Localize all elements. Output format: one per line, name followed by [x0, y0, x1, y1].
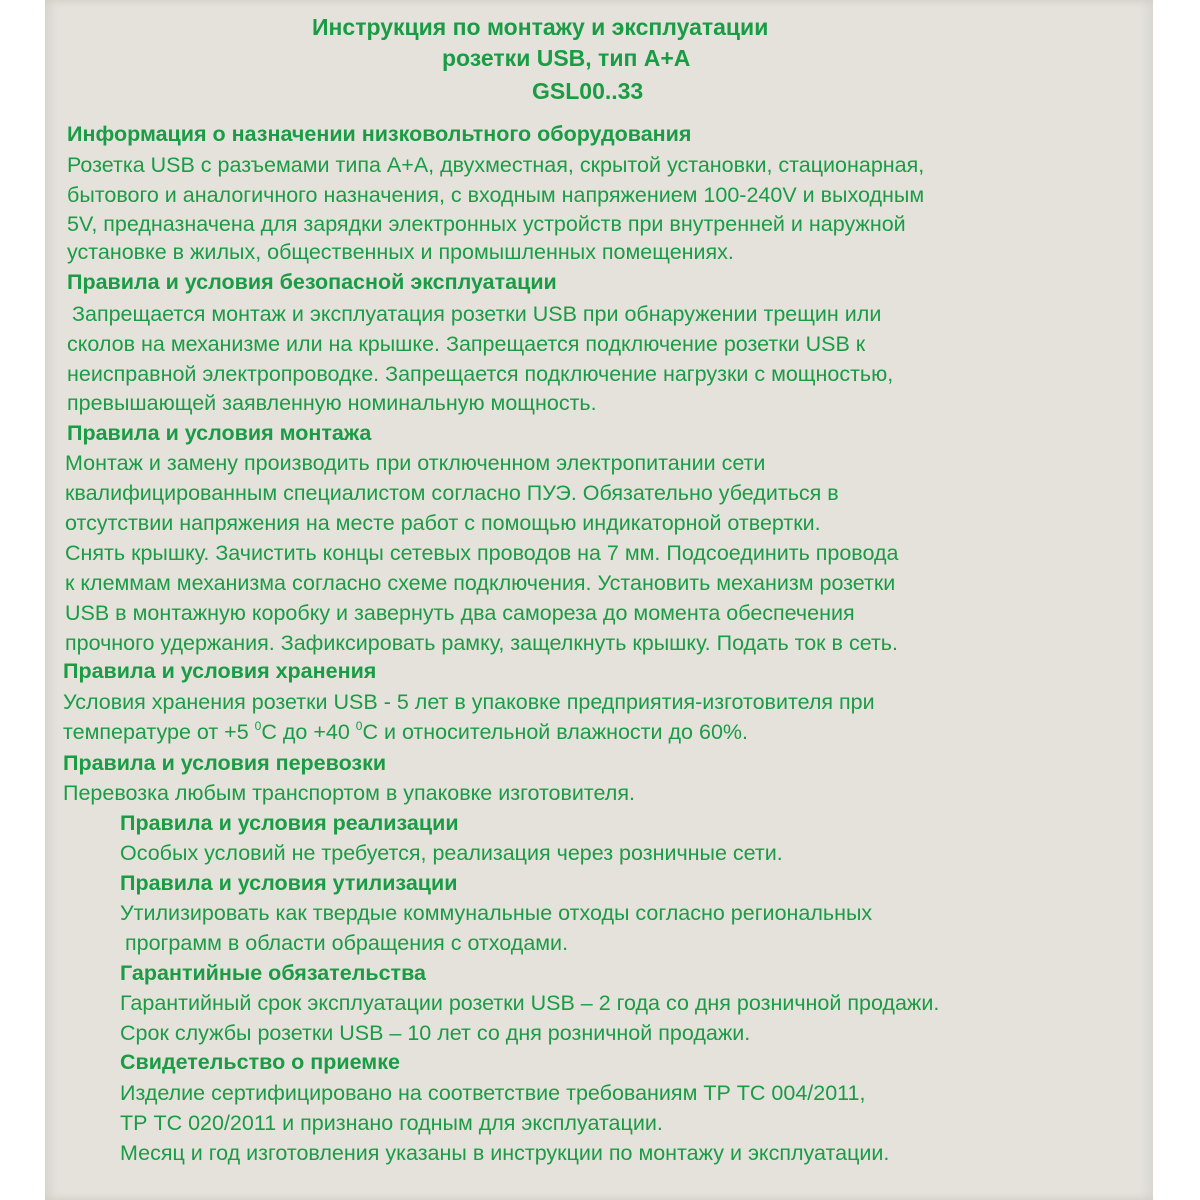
disposal-line: Утилизировать как твердые коммунальные отходы согласно региональных	[120, 901, 873, 925]
safety-line: превышающей заявленную номинальную мощность.	[67, 391, 597, 415]
degree-superscript: 0	[254, 719, 262, 733]
mounting-line: квалифицированным специалистом согласно ПУЭ. Обязательно убедиться в	[65, 481, 839, 505]
warranty-line: Срок службы розетки USB – 10 лет со дня розничной продажи.	[120, 1021, 751, 1045]
warranty-line: Гарантийный срок эксплуатации розетки USB – 2 года со дня розничной продажи.	[120, 991, 940, 1015]
mounting-line: к клеммам механизма согласно схеме подключения. Установить механизм розетки	[65, 571, 896, 595]
disposal-line: программ в области обращения с отходами.	[125, 931, 569, 955]
mounting-line: Монтаж и замену производить при отключенном электропитании сети	[65, 451, 766, 475]
heading-safety: Правила и условия безопасной эксплуатации	[67, 270, 557, 294]
mounting-line: USB в монтажную коробку и завернуть два самореза до момента обеспечения	[65, 601, 855, 625]
safety-line: Запрещается монтаж и эксплуатация розетки USB при обнаружении трещин или	[72, 302, 882, 326]
heading-sale: Правила и условия реализации	[120, 811, 459, 835]
purpose-line: Розетка USB с разъемами типа A+A, двухместная, скрытой установки, стационарная,	[67, 153, 925, 177]
heading-storage: Правила и условия хранения	[63, 659, 377, 683]
title-line-1: Инструкция по монтажу и эксплуатации	[312, 14, 769, 40]
title-line-2: розетки USB, тип A+A	[442, 45, 691, 71]
heading-warranty: Гарантийные обязательства	[120, 961, 426, 985]
mounting-line: отсутствии напряжения на месте работ с помощью индикаторной отвертки.	[65, 511, 821, 535]
title-line-3: GSL00..33	[532, 78, 644, 104]
heading-acceptance: Свидетельство о приемке	[120, 1050, 400, 1074]
acceptance-line: ТР ТС 020/2011 и признано годным для эксплуатации.	[120, 1111, 663, 1135]
purpose-line: установке в жилых, общественных и промышленных помещениях.	[67, 240, 734, 264]
safety-line: сколов на механизме или на крышке. Запрещается подключение розетки USB к	[67, 332, 866, 356]
acceptance-line: Месяц и год изготовления указаны в инструкции по монтажу и эксплуатации.	[120, 1141, 890, 1165]
purpose-line: бытового и аналогичного назначения, с входным напряжением 100-240V и выходным	[67, 183, 925, 207]
degree-superscript: 0	[355, 719, 363, 733]
mounting-line: прочного удержания. Зафиксировать рамку, защелкнуть крышку. Подать ток в сеть.	[65, 631, 898, 655]
heading-transport: Правила и условия перевозки	[63, 751, 387, 775]
transport-line: Перевозка любым транспортом в упаковке изготовителя.	[63, 781, 635, 805]
heading-mounting: Правила и условия монтажа	[67, 421, 372, 445]
acceptance-line: Изделие сертифицировано на соответствие требованиям ТР ТС 004/2011,	[120, 1081, 866, 1105]
heading-disposal: Правила и условия утилизации	[120, 871, 458, 895]
mounting-line: Снять крышку. Зачистить концы сетевых проводов на 7 мм. Подсоединить провода	[65, 541, 899, 565]
storage-line: Условия хранения розетки USB - 5 лет в упаковке предприятия-изготовителя при	[63, 690, 875, 714]
sale-line: Особых условий не требуется, реализация через розничные сети.	[120, 841, 783, 865]
instruction-sheet	[45, 0, 1153, 1200]
purpose-line: 5V, предназначена для зарядки электронных устройств при внутренней и наружной	[67, 212, 906, 236]
storage-line-temperature: температуре от +5 $^0$С до +40 $^0$С и относительной влажности до 60%.	[63, 719, 748, 744]
safety-line: неисправной электропроводке. Запрещается подключение нагрузки с мощностью,	[67, 362, 894, 386]
heading-purpose: Информация о назначении низковольтного оборудования	[67, 122, 692, 146]
